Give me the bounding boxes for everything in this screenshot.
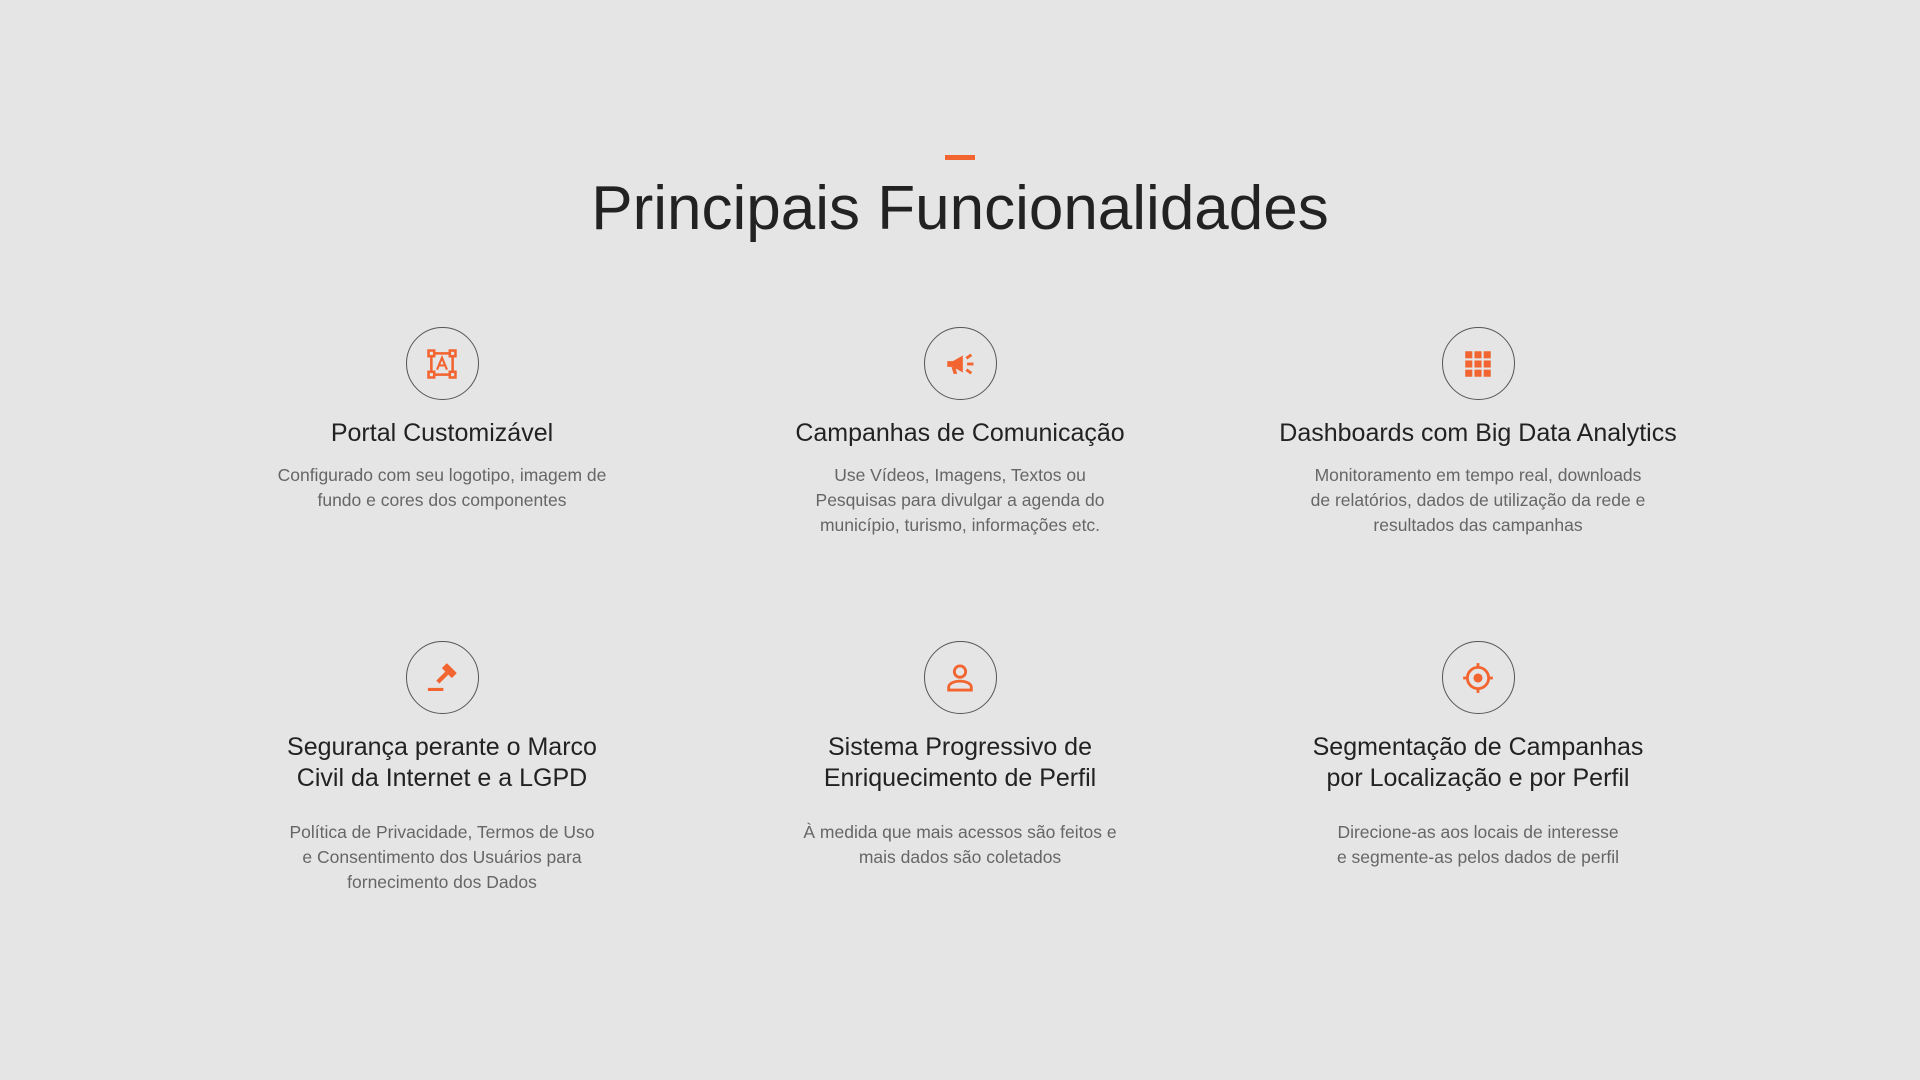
feature-card-campaigns (750, 327, 1170, 538)
feature-title: Segmentação de Campanhas por Localização e por Perfil (1312, 733, 1644, 792)
page-title: Principais Funcionalidades (591, 174, 1329, 243)
feature-card-security (232, 641, 652, 895)
user-profile-icon (943, 661, 977, 695)
grid-apps-icon (1461, 347, 1495, 381)
feature-icon-circle (924, 641, 997, 714)
feature-icon-circle (924, 327, 997, 400)
feature-icon-circle (406, 327, 479, 400)
feature-icon-circle (406, 641, 479, 714)
feature-card-profile-enrichment (750, 641, 1170, 870)
feature-icon-circle (1442, 641, 1515, 714)
feature-description: À medida que mais acessos são feitos e mais dados são coletados (803, 822, 1117, 867)
location-target-icon (1461, 661, 1495, 695)
feature-description: Configurado com seu logotipo, imagem de fundo e cores dos componentes (277, 465, 607, 510)
feature-description: Monitoramento em tempo real, downloads de relatórios, dados de utilização da rede e resultados das campanhas (1310, 465, 1646, 535)
feature-title: Sistema Progressivo de Enriquecimento de Perfil (823, 733, 1097, 792)
feature-icon-circle (1442, 327, 1515, 400)
megaphone-icon (943, 347, 977, 381)
feature-title: Dashboards com Big Data Analytics (1279, 419, 1677, 447)
feature-title: Campanhas de Comunicação (795, 419, 1125, 447)
feature-description: Use Vídeos, Imagens, Textos ou Pesquisas para divulgar a agenda do município, turismo, informações etc. (815, 465, 1105, 535)
feature-card-segmentation (1268, 641, 1688, 870)
feature-title: Segurança perante o Marco Civil da Internet e a LGPD (287, 733, 597, 792)
feature-description: Direcione-as aos locais de interesse e segmente-as pelos dados de perfil (1336, 822, 1620, 867)
custom-portal-icon (425, 347, 459, 381)
feature-title: Portal Customizável (330, 419, 554, 447)
feature-description: Política de Privacidade, Termos de Uso e Consentimento dos Usuários para fornecimento dos Dados (289, 822, 595, 892)
feature-card-dashboards (1268, 327, 1688, 538)
gavel-icon (425, 661, 459, 695)
feature-card-custom-portal (232, 327, 652, 513)
title-accent-bar (945, 155, 975, 160)
